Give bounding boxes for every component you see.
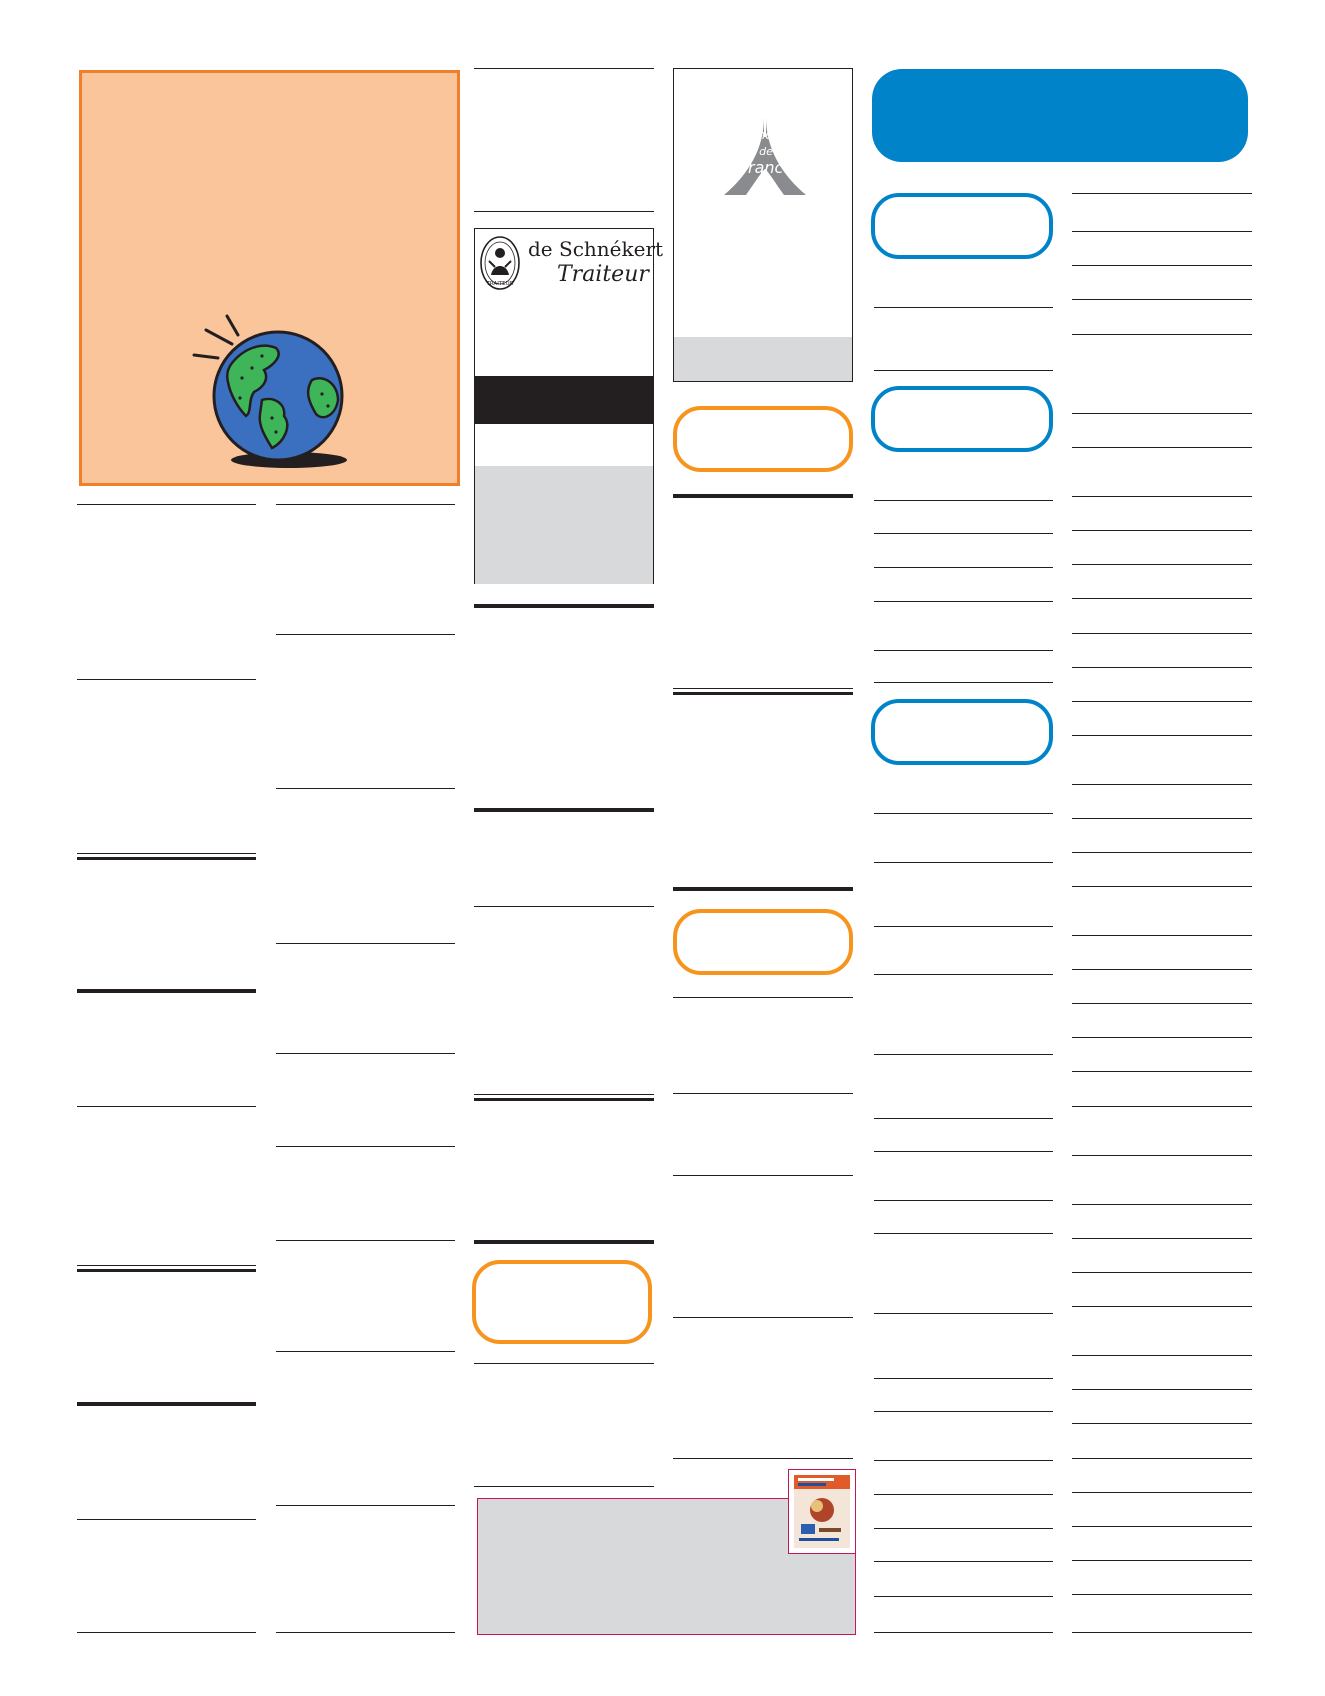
col2-divider xyxy=(276,788,455,789)
col6-divider xyxy=(1072,1204,1252,1205)
col6-divider xyxy=(1072,667,1252,668)
chefs-de-france-ad xyxy=(673,68,853,382)
col4-section-rule xyxy=(673,688,853,695)
col6-divider xyxy=(1072,1526,1252,1527)
col5-blue-heading-box xyxy=(871,386,1053,452)
col5-divider xyxy=(874,370,1053,371)
col5-divider xyxy=(874,1561,1053,1562)
col3-section-rule xyxy=(474,604,654,608)
col5-divider xyxy=(874,601,1053,602)
col1-divider xyxy=(77,1632,256,1633)
col1-divider xyxy=(77,1106,256,1107)
col6-divider xyxy=(1072,496,1252,497)
col6-divider xyxy=(1072,1423,1252,1424)
col1-section-rule xyxy=(77,1402,256,1406)
col4-section-rule xyxy=(673,494,853,498)
col5-divider xyxy=(874,1200,1053,1201)
col4-divider xyxy=(673,1317,853,1318)
col6-divider xyxy=(1072,299,1252,300)
chef-seal-icon xyxy=(479,235,521,291)
col4-divider xyxy=(673,1458,853,1459)
col3-divider xyxy=(474,1363,654,1364)
col2-divider xyxy=(276,943,455,944)
col1-section-rule xyxy=(77,853,256,860)
col5-divider xyxy=(874,1528,1053,1529)
col6-divider xyxy=(1072,935,1252,936)
col6-divider xyxy=(1072,1389,1252,1390)
col6-divider xyxy=(1072,969,1252,970)
col1-section-rule xyxy=(77,989,256,993)
col5-divider xyxy=(874,307,1053,308)
schnekert-grey-band xyxy=(475,466,653,584)
col5-divider xyxy=(874,533,1053,534)
col3-divider xyxy=(474,211,654,212)
col6-divider xyxy=(1072,1492,1252,1493)
col6-divider xyxy=(1072,334,1252,335)
col6-divider xyxy=(1072,1306,1252,1307)
col4-orange-heading-box xyxy=(673,909,853,975)
col6-divider xyxy=(1072,1272,1252,1273)
col5-divider xyxy=(874,1054,1053,1055)
col1-divider xyxy=(77,679,256,680)
col6-divider xyxy=(1072,1355,1252,1356)
col2-divider xyxy=(276,504,455,505)
col6-divider xyxy=(1072,818,1252,819)
col5-divider xyxy=(874,650,1053,651)
col6-divider xyxy=(1072,413,1252,414)
col6-divider xyxy=(1072,1003,1252,1004)
col5-blue-heading-box xyxy=(871,193,1053,259)
col5-divider xyxy=(874,926,1053,927)
col6-divider xyxy=(1072,193,1252,194)
chefs-line1: Chefs xyxy=(749,128,783,142)
col3-section-rule xyxy=(474,808,654,812)
col4-section-rule xyxy=(673,887,853,891)
col5-divider xyxy=(874,1313,1053,1314)
col6-divider xyxy=(1072,1632,1252,1633)
col2-divider xyxy=(276,634,455,635)
col6-divider xyxy=(1072,1458,1252,1459)
col4-divider xyxy=(673,997,853,998)
col6-divider xyxy=(1072,701,1252,702)
col6-divider xyxy=(1072,265,1252,266)
col5-divider xyxy=(874,1632,1053,1633)
col2-divider xyxy=(276,1351,455,1352)
chefs-line2: de xyxy=(759,145,773,158)
col3-divider xyxy=(474,68,654,69)
col5-divider xyxy=(874,682,1053,683)
col3-divider xyxy=(474,1486,654,1487)
col3-orange-heading-box xyxy=(472,1260,652,1344)
col5-divider xyxy=(874,974,1053,975)
col6-divider xyxy=(1072,447,1252,448)
col2-divider xyxy=(276,1053,455,1054)
schnekert-name: de Schnékert xyxy=(528,237,664,261)
col5-divider xyxy=(874,1118,1053,1119)
col5-divider xyxy=(874,1233,1053,1234)
globe-icon xyxy=(192,308,372,483)
col6-divider xyxy=(1072,784,1252,785)
col6-divider xyxy=(1072,1071,1252,1072)
col5-divider xyxy=(874,1596,1053,1597)
eiffel-tower-icon xyxy=(720,77,810,199)
col2-divider xyxy=(276,1146,455,1147)
col6-divider xyxy=(1072,1106,1252,1107)
col6-divider xyxy=(1072,231,1252,232)
col6-divider xyxy=(1072,1560,1252,1561)
col5-divider xyxy=(874,1378,1053,1379)
col6-divider xyxy=(1072,564,1252,565)
col4-orange-heading-box xyxy=(673,406,853,472)
col5-divider xyxy=(874,500,1053,501)
col1-section-rule xyxy=(77,1265,256,1272)
schnekert-black-band xyxy=(475,376,653,424)
col6-divider xyxy=(1072,1238,1252,1239)
col1-divider xyxy=(77,504,256,505)
col5-divider xyxy=(874,1460,1053,1461)
col5-divider xyxy=(874,1411,1053,1412)
schnekert-ad xyxy=(474,228,664,584)
chefs-grey-band xyxy=(674,337,852,381)
blue-header-banner xyxy=(872,69,1248,162)
seal-text: TRAITEUR xyxy=(486,281,514,287)
col2-divider xyxy=(276,1505,455,1506)
col4-divider xyxy=(673,1093,853,1094)
col5-divider xyxy=(874,1151,1053,1152)
col5-blue-heading-box xyxy=(871,699,1053,765)
col4-divider xyxy=(673,1175,853,1176)
col5-divider xyxy=(874,862,1053,863)
hero-panel xyxy=(79,70,460,486)
col6-divider xyxy=(1072,1594,1252,1595)
schnekert-subtitle: Traiteur xyxy=(557,262,649,287)
magazine-cover-icon xyxy=(788,1469,856,1554)
col6-divider xyxy=(1072,530,1252,531)
chefs-line3: France xyxy=(738,158,794,177)
col6-divider xyxy=(1072,735,1252,736)
col1-divider xyxy=(77,1519,256,1520)
col6-divider xyxy=(1072,886,1252,887)
col2-divider xyxy=(276,1240,455,1241)
col3-divider xyxy=(474,906,654,907)
col5-divider xyxy=(874,813,1053,814)
col6-divider xyxy=(1072,852,1252,853)
col6-divider xyxy=(1072,633,1252,634)
col3-section-rule xyxy=(474,1094,654,1101)
col6-divider xyxy=(1072,1037,1252,1038)
col2-divider xyxy=(276,1632,455,1633)
col5-divider xyxy=(874,1494,1053,1495)
col6-divider xyxy=(1072,1155,1252,1156)
col3-section-rule xyxy=(474,1240,654,1244)
col6-divider xyxy=(1072,598,1252,599)
col5-divider xyxy=(874,567,1053,568)
